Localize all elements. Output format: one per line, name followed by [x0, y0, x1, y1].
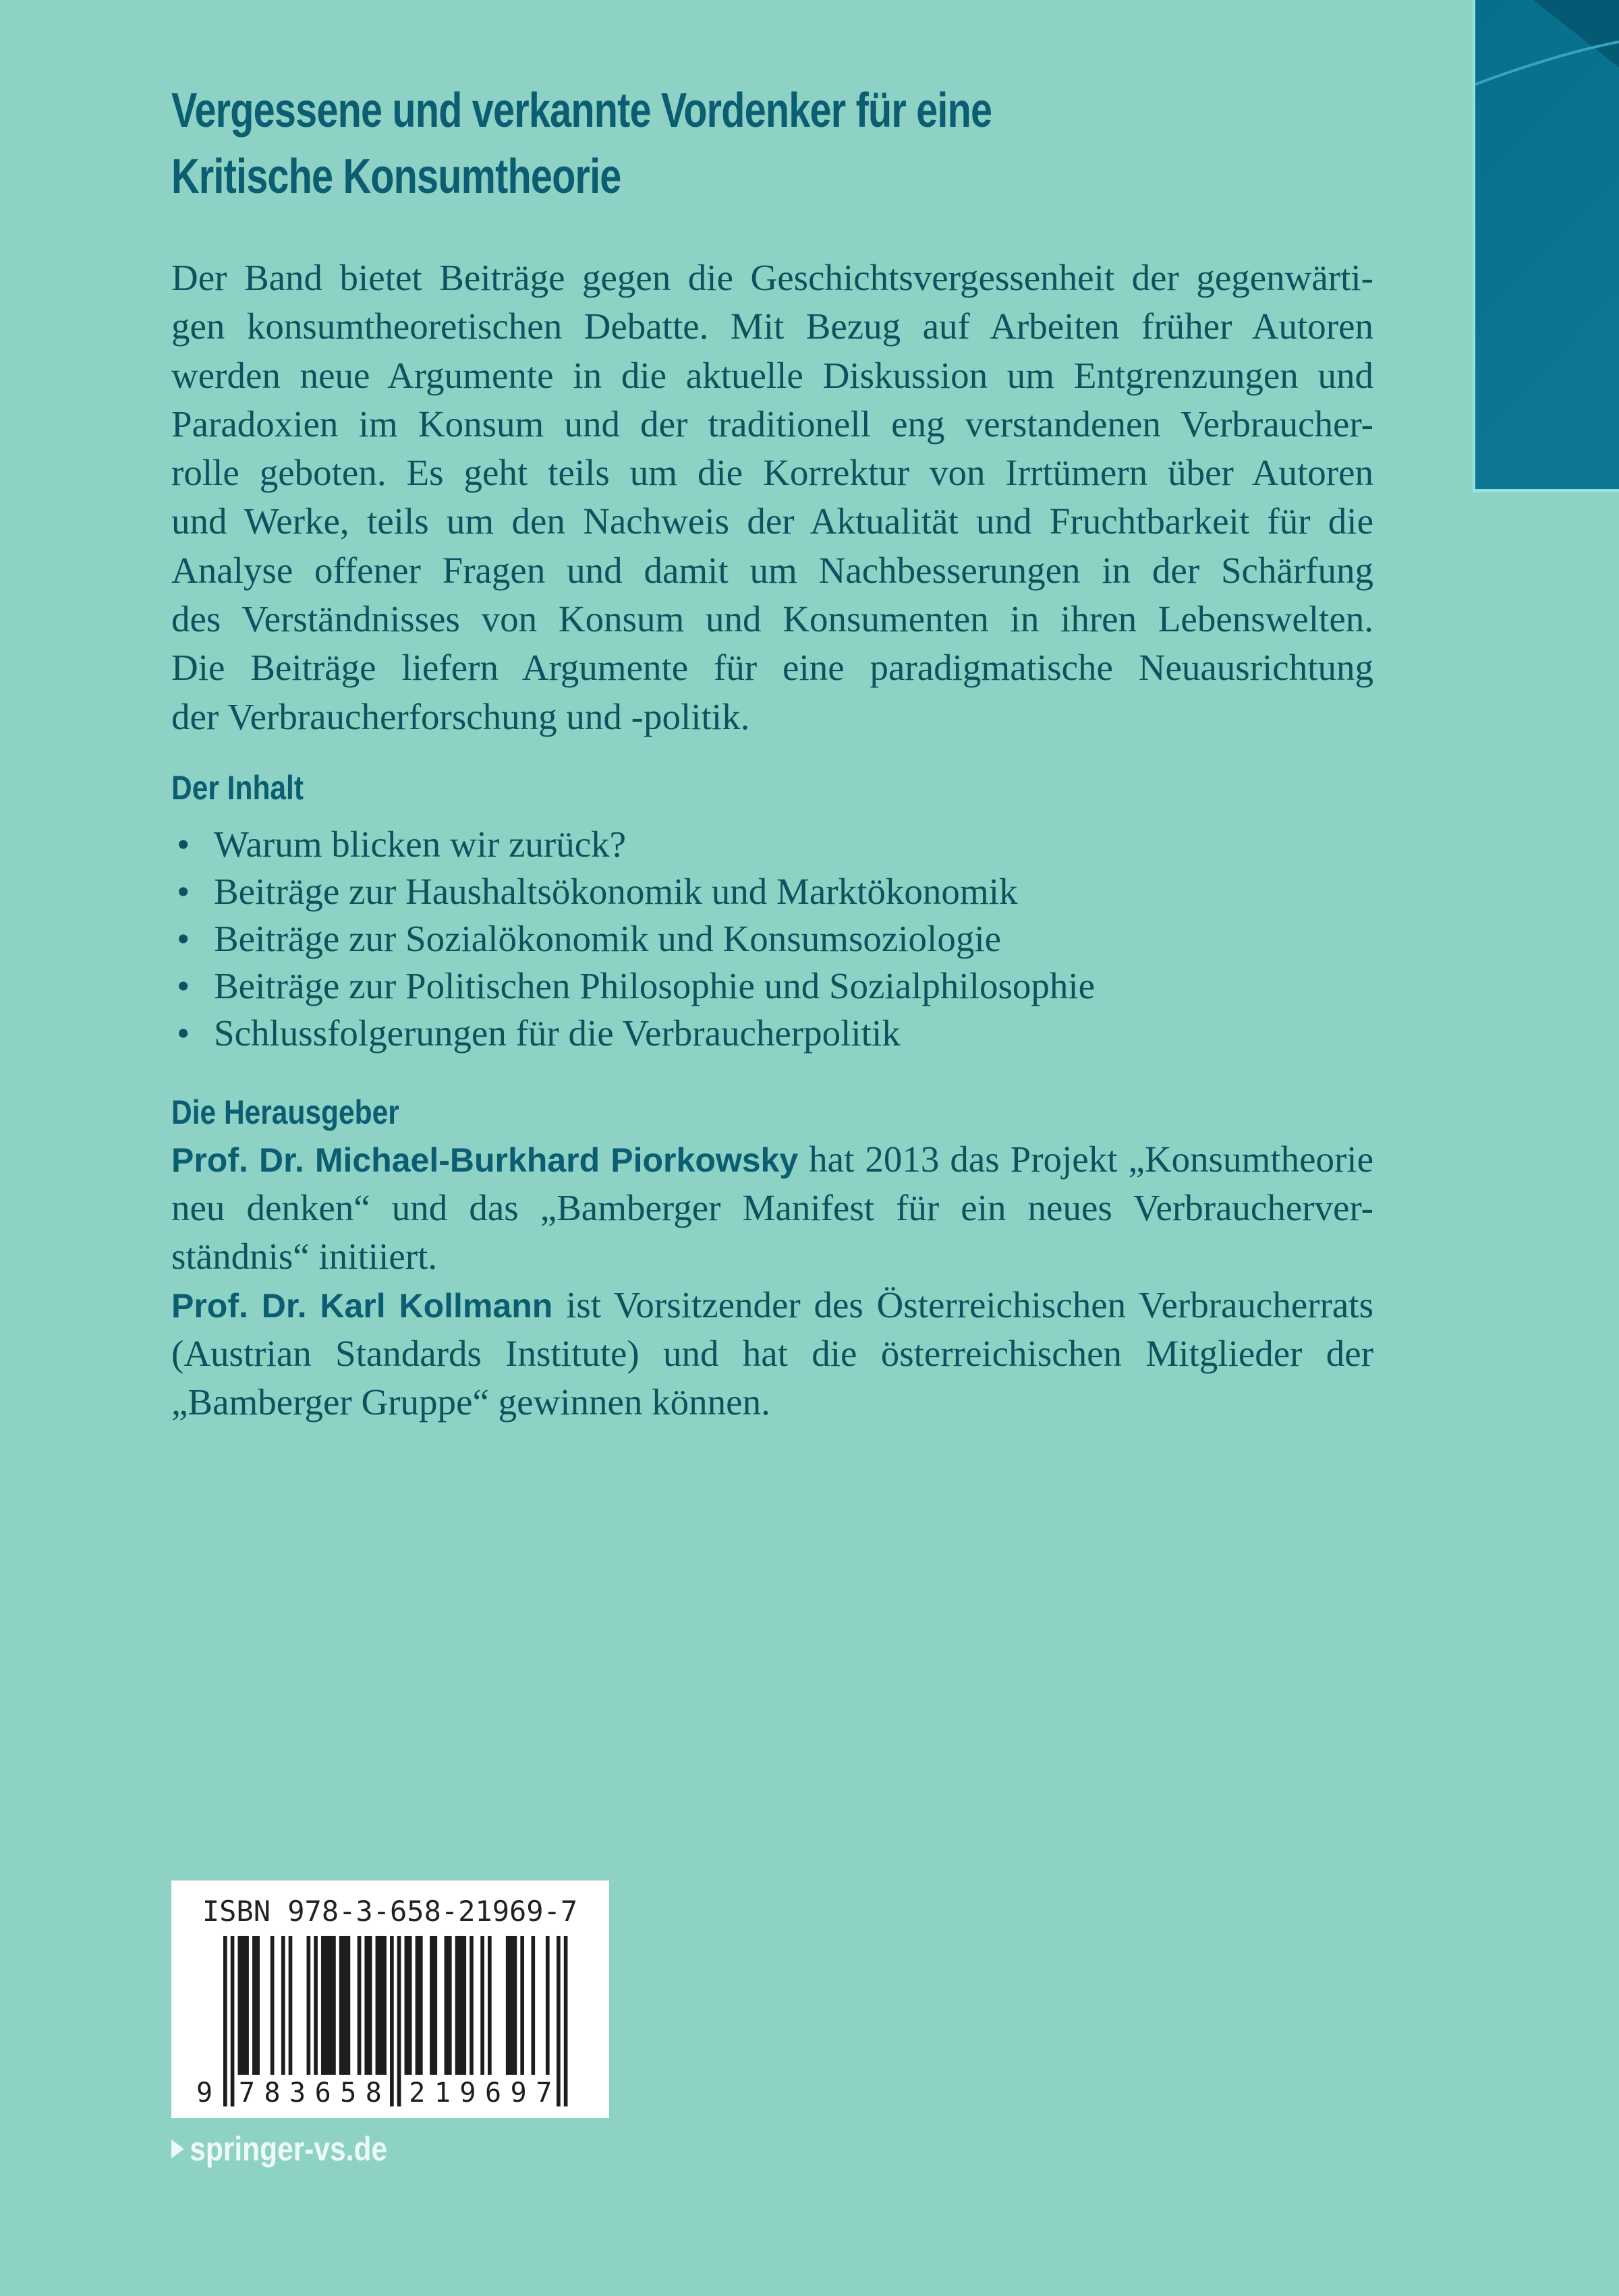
editor-line [171, 1281, 1373, 1329]
barcode-bar [513, 1936, 517, 2075]
barcode-digit: 7 [238, 2077, 255, 2108]
description-line: Analyse offener Fragen und damit um Nachbesserungen in der Schärfung [171, 549, 1373, 591]
barcode-bar [531, 1936, 535, 2075]
contents-list [171, 821, 1095, 1057]
barcode-bar [256, 1936, 260, 2075]
barcode-digit: 1 [434, 2077, 451, 2108]
barcode-bar [281, 1936, 285, 2075]
editor-line: (Austrian Standards Institute) und hat die österreichischen Mitglieder der [171, 1333, 1373, 1374]
list-item [171, 1010, 1095, 1057]
barcode-bar [245, 1936, 249, 2075]
list-item [171, 821, 1095, 868]
barcode-bar [557, 1936, 561, 2106]
publisher-website-link[interactable] [171, 2125, 387, 2173]
list-item [171, 915, 1095, 963]
barcode-digit: 6 [314, 2077, 331, 2108]
barcode-bar [448, 1936, 452, 2075]
description-line: der Verbraucherforschung und -politik. [171, 695, 750, 737]
description [171, 254, 1373, 741]
barcode-bar [459, 1936, 463, 2075]
barcode-bar [347, 1936, 351, 2075]
bullet-icon: • [177, 918, 190, 959]
isbn-label: ISBN 978-3-658-21969-7 [202, 1895, 578, 1928]
description-line: Paradoxien im Konsum und der traditionell eng verstandenen Verbraucher- [171, 403, 1373, 444]
barcode-bar [307, 1936, 311, 2075]
editor-text: hat 2013 das Projekt „Konsumtheorie [809, 1139, 1373, 1180]
editor-text: ist Vorsitzender des Österreichischen Verbraucherrats [566, 1284, 1373, 1325]
description-line: gen konsumtheoretischen Debatte. Mit Bezug auf Arbeiten früher Autoren [171, 306, 1373, 347]
title-line: Vergessene und verkannte Vordenker für eine [171, 84, 992, 138]
barcode-bar [433, 1936, 437, 2075]
barcode-bar [408, 1936, 412, 2075]
editor-line: ständnis“ initiiert. [171, 1236, 438, 1277]
barcode-bar [339, 1936, 343, 2075]
barcode-digit: 9 [510, 2077, 527, 2108]
barcode-bar [564, 1936, 568, 2106]
editors-text [171, 1135, 1373, 1427]
barcode-bar [343, 1936, 347, 2075]
barcode-bar [445, 1936, 449, 2075]
barcode-digit: 8 [264, 2077, 281, 2108]
list-item-text: Beiträge zur Politischen Philosophie und Sozialphilosophie [214, 965, 1096, 1006]
barcode-digit: 9 [459, 2077, 476, 2108]
description-line: des Verständnisses von Konsum und Konsumenten in ihren Lebenswelten. [171, 598, 1373, 640]
bullet-icon: • [177, 1012, 190, 1054]
barcode-bar [546, 1936, 550, 2075]
barcode-digit: 7 [536, 2077, 552, 2108]
barcode-digit: 8 [365, 2077, 382, 2108]
list-item [171, 868, 1095, 915]
barcode-bar [329, 1936, 333, 2075]
list-item-text: Beiträge zur Sozialökonomik und Konsumsoziologie [214, 918, 1002, 959]
bullet-icon: • [177, 824, 190, 865]
editor-line: neu denken“ und das „Bamberger Manifest für ein neues Verbraucherver- [171, 1187, 1373, 1228]
editor-name: Prof. Dr. Karl Kollmann [171, 1287, 553, 1325]
editor-line: „Bamberger Gruppe“ gewinnen können. [171, 1381, 770, 1423]
barcode-bar [416, 1936, 420, 2075]
barcode-bar [480, 1936, 484, 2075]
barcode-graphic [171, 1881, 609, 2118]
editors-heading: Die Herausgeber [171, 1093, 399, 1131]
list-item [171, 963, 1095, 1010]
barcode-bar [368, 1936, 372, 2075]
barcode-bar [509, 1936, 513, 2075]
publisher-website-text: springer-vs.de [190, 2130, 388, 2168]
title-line: Kritische Konsumtheorie [171, 150, 621, 204]
barcode-bar [462, 1936, 466, 2075]
barcode-bar [455, 1936, 459, 2075]
barcode-bar [358, 1936, 362, 2075]
barcode-bar [382, 1936, 387, 2075]
barcode-bar [390, 1936, 394, 2106]
isbn-barcode [171, 1881, 609, 2118]
editor-name: Prof. Dr. Michael-Burkhard Piorkowsky [171, 1141, 799, 1179]
barcode-bar [223, 1936, 227, 2106]
barcode-bar [405, 1936, 409, 2075]
bullet-icon: • [177, 965, 190, 1006]
description-line: Die Beiträge liefern Argumente für eine paradigmatische Neuausrichtung [171, 647, 1373, 689]
barcode-bar [520, 1936, 524, 2075]
barcode-bar [242, 1936, 246, 2075]
barcode-bar [231, 1936, 235, 2106]
barcode-bar [470, 1936, 474, 2075]
barcode-bar [271, 1936, 275, 2075]
barcode-digit: 6 [485, 2077, 502, 2108]
barcode-bar [488, 1936, 492, 2075]
barcode-bar [397, 1936, 401, 2106]
barcode-bar [321, 1936, 325, 2075]
barcode-bar [314, 1936, 318, 2075]
list-item-text: Warum blicken wir zurück? [214, 824, 627, 865]
description-line: werden neue Argumente in die aktuelle Diskussion um Entgrenzungen und [171, 354, 1373, 396]
barcode-bar [376, 1936, 380, 2075]
barcode-bar [430, 1936, 434, 2075]
cover-corner-panel [1473, 0, 1619, 492]
description-line: und Werke, teils um den Nachweis der Aktualität und Fruchtbarkeit für die [171, 500, 1373, 542]
barcode-bar [379, 1936, 383, 2075]
contents-heading: Der Inhalt [171, 769, 304, 807]
description-line: rolle geboten. Es geht teils um die Korrektur von Irrtümern über Autoren [171, 452, 1373, 494]
description-line: Der Band bietet Beiträge gegen die Geschichtsvergessenheit der gegenwärti- [171, 257, 1373, 298]
list-item-text: Beiträge zur Haushaltsökonomik und Marktökonomik [214, 871, 1018, 912]
list-item-text: Schlussfolgerungen für die Verbraucherpolitik [214, 1012, 901, 1054]
barcode-bar [324, 1936, 329, 2075]
barcode-bar [289, 1936, 293, 2075]
barcode-bar [332, 1936, 336, 2075]
barcode-bar [419, 1936, 423, 2075]
barcode-bar [506, 1936, 510, 2075]
barcode-digit: 3 [289, 2077, 306, 2108]
barcode-digit: 5 [340, 2077, 357, 2108]
barcode-digit: 2 [409, 2077, 426, 2108]
barcode-bar [237, 1936, 242, 2075]
barcode-bar [364, 1936, 368, 2075]
editor-line [171, 1135, 1373, 1184]
barcode-digit: 9 [196, 2077, 213, 2108]
barcode-bar [252, 1936, 256, 2075]
bullet-icon: • [177, 871, 190, 912]
arrow-right-icon [171, 2140, 184, 2158]
